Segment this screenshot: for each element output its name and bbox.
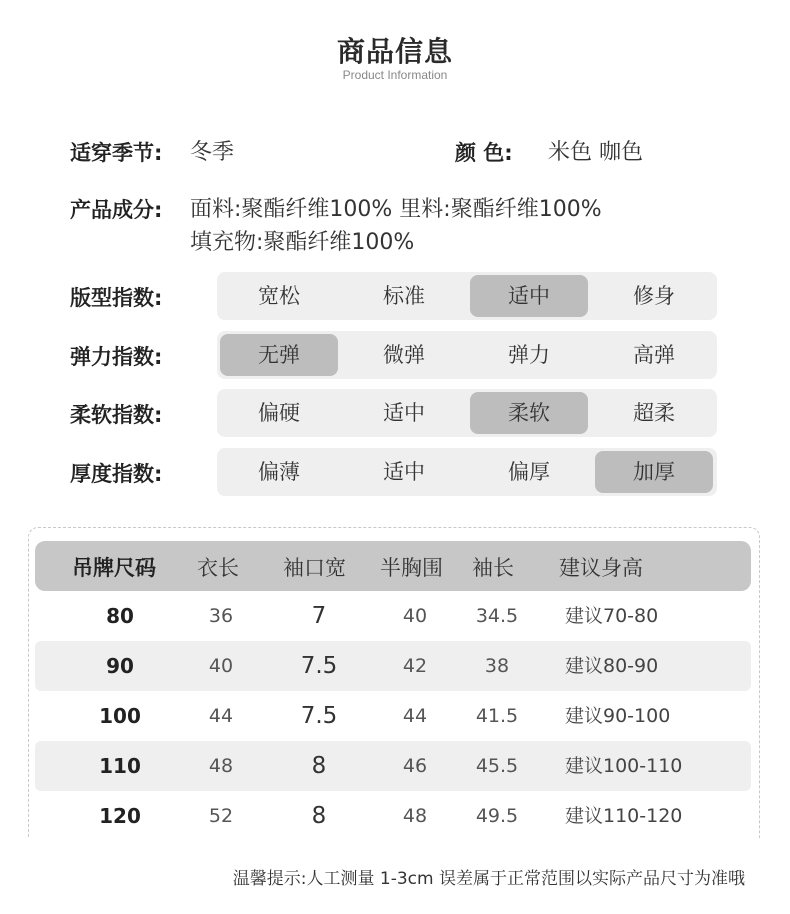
- table-row: [35, 691, 751, 741]
- size-cell: 100: [99, 704, 141, 728]
- height-cell: 建议80-90: [565, 655, 659, 677]
- page-subtitle: Product Information: [342, 68, 448, 82]
- index-option: 加厚: [595, 451, 713, 493]
- height-cell: 建议110-120: [565, 805, 683, 827]
- length-cell: 44: [208, 705, 234, 727]
- column-header: 半胸围: [380, 556, 443, 580]
- chest-cell: 48: [402, 805, 428, 827]
- index-track: [217, 448, 717, 496]
- chest-cell: 42: [402, 655, 428, 677]
- index-option: 高弹: [633, 343, 675, 367]
- index-row: [70, 389, 720, 437]
- index-row: [70, 272, 720, 320]
- season-value: 冬季: [190, 140, 235, 165]
- measurement-tip: 温馨提示:人工测量 1-3cm 误差属于正常范围以实际产品尺寸为准哦: [232, 869, 745, 889]
- height-cell: 建议100-110: [565, 755, 683, 777]
- color-label: 颜 色:: [455, 141, 513, 165]
- cuff-cell: 7.5: [300, 703, 338, 729]
- size-table-header: [35, 541, 751, 591]
- index-option: 超柔: [633, 401, 675, 425]
- size-cell: 80: [106, 604, 134, 628]
- index-track: [217, 272, 717, 320]
- cuff-cell: 7: [311, 603, 327, 629]
- index-option: 无弹: [220, 334, 338, 376]
- table-row: [35, 591, 751, 641]
- index-row: [70, 331, 720, 379]
- index-row: [70, 448, 720, 496]
- index-option: 偏厚: [508, 460, 550, 484]
- sleeve-cell: 41.5: [475, 705, 519, 727]
- sleeve-cell: 38: [484, 655, 510, 677]
- index-option: 适中: [383, 401, 425, 425]
- color-value: 米色 咖色: [548, 140, 643, 165]
- height-cell: 建议70-80: [565, 605, 659, 627]
- size-cell: 120: [99, 804, 141, 828]
- material-line-2: 填充物:聚酯纤维100%: [190, 230, 415, 255]
- index-label: 柔软指数:: [70, 403, 163, 427]
- column-header: 吊牌尺码: [72, 556, 156, 580]
- length-cell: 40: [208, 655, 234, 677]
- size-cell: 90: [106, 654, 134, 678]
- sleeve-cell: 45.5: [475, 755, 519, 777]
- index-option: 适中: [470, 275, 588, 317]
- table-row: [35, 791, 751, 841]
- column-header: 袖长: [472, 556, 514, 580]
- length-cell: 36: [208, 605, 234, 627]
- length-cell: 48: [208, 755, 234, 777]
- cuff-cell: 8: [311, 753, 327, 779]
- index-option: 偏硬: [258, 401, 300, 425]
- index-label: 厚度指数:: [70, 462, 163, 486]
- sleeve-cell: 34.5: [475, 605, 519, 627]
- height-cell: 建议90-100: [565, 705, 671, 727]
- chest-cell: 44: [402, 705, 428, 727]
- column-header: 袖口宽: [283, 556, 346, 580]
- index-track: [217, 331, 717, 379]
- index-option: 修身: [633, 284, 675, 308]
- chest-cell: 46: [402, 755, 428, 777]
- index-option: 适中: [383, 460, 425, 484]
- size-cell: 110: [99, 754, 141, 778]
- index-option: 柔软: [470, 392, 588, 434]
- index-track: [217, 389, 717, 437]
- season-label: 适穿季节:: [70, 141, 163, 165]
- column-header: 建议身高: [559, 556, 643, 580]
- index-option: 标准: [383, 284, 425, 308]
- material-line-1: 面料:聚酯纤维100% 里料:聚酯纤维100%: [190, 197, 602, 222]
- table-row: [35, 741, 751, 791]
- index-label: 版型指数:: [70, 286, 163, 310]
- sleeve-cell: 49.5: [475, 805, 519, 827]
- cuff-cell: 7.5: [300, 653, 338, 679]
- length-cell: 52: [208, 805, 234, 827]
- index-option: 宽松: [258, 284, 300, 308]
- cuff-cell: 8: [311, 803, 327, 829]
- chest-cell: 40: [402, 605, 428, 627]
- index-option: 偏薄: [258, 460, 300, 484]
- column-header: 衣长: [197, 556, 239, 580]
- index-label: 弹力指数:: [70, 345, 163, 369]
- table-row: [35, 641, 751, 691]
- material-label: 产品成分:: [70, 198, 163, 222]
- page-title: 商品信息: [336, 35, 453, 68]
- index-option: 弹力: [508, 343, 550, 367]
- index-option: 微弹: [383, 343, 425, 367]
